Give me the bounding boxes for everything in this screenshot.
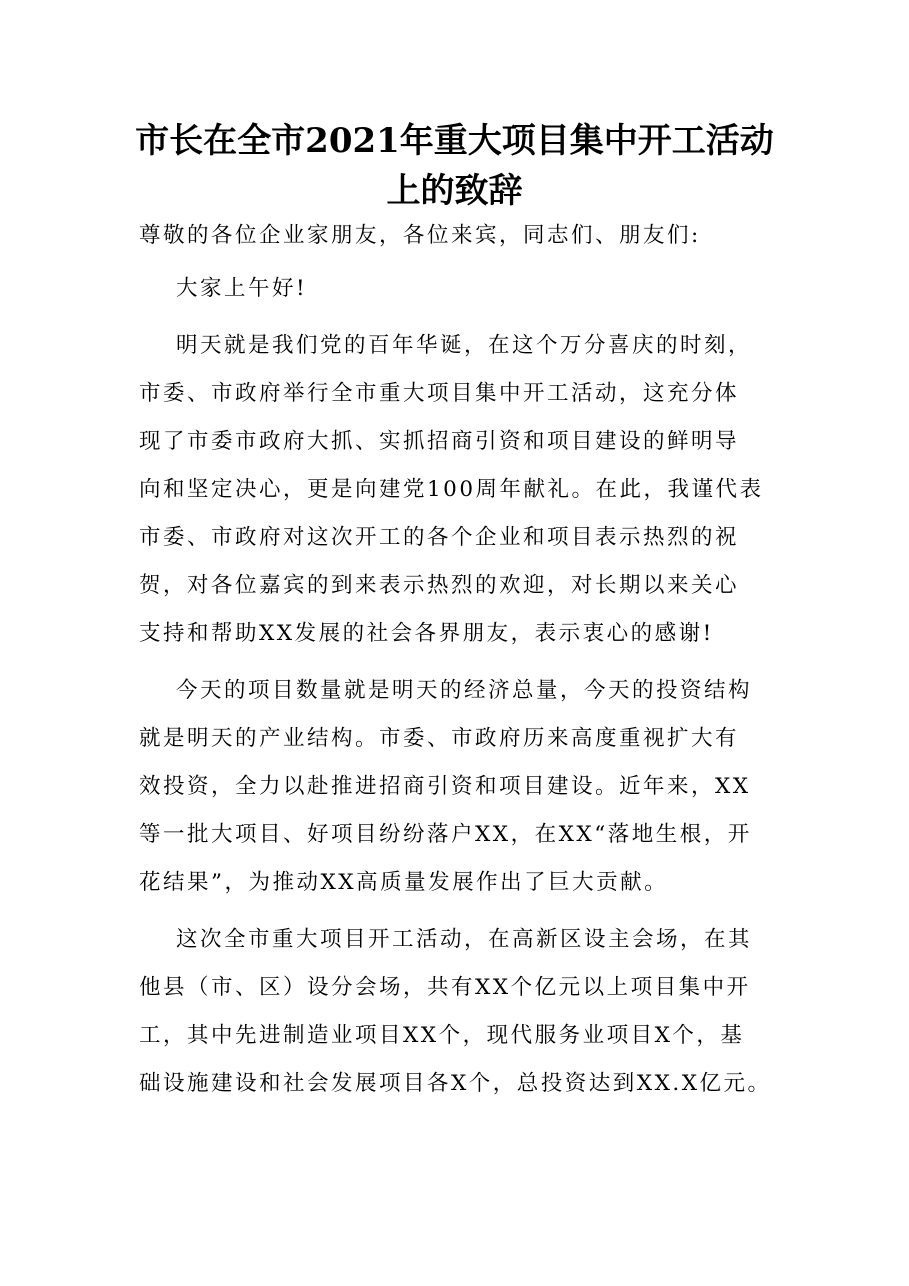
paragraph-line: 支持和帮助XX发展的社会各界朋友，表示衷心的感谢! [139,621,714,646]
paragraph-line: 效投资，全力以赴推进招商引资和项目建设。近年来，XX [139,774,751,799]
greeting: 大家上午好! [176,276,308,301]
paragraph-2 [139,667,779,907]
title-line-2: 上的致辞 [386,171,523,211]
paragraph-line: 贺，对各位嘉宾的到来表示热烈的欢迎，对长期以来关心 [139,573,740,598]
title-line-1: 市长在全市2021年重大项目集中开工活动 [135,121,774,161]
paragraph-line: 这次全市重大项目开工活动，在高新区设主会场，在其 [176,927,753,952]
paragraph-line: 明天就是我们党的百年华诞，在这个万分喜庆的时刻， [176,333,753,358]
paragraph-line: 就是明天的产业结构。市委、市政府历来高度重视扩大有 [139,726,740,751]
salutation: 尊敬的各位企业家朋友，各位来宾，同志们、朋友们: [139,223,701,248]
document-body [139,212,779,1108]
paragraph-line: 今天的项目数量就是明天的经济总量，今天的投资结构 [176,678,753,703]
paragraph-line: 础设施建设和社会发展项目各X个，总投资达到XX.X亿元。 [139,1071,772,1096]
paragraph-1 [139,322,779,658]
paragraph-3 [139,916,779,1108]
paragraph-line: 市委、市政府对这次开工的各个企业和项目表示热烈的祝 [139,525,740,550]
paragraph-line: 花结果”，为推动XX高质量发展作出了巨大贡献。 [139,870,669,895]
paragraph-line: 他县（市、区）设分会场，共有XX个亿元以上项目集中开 [139,975,751,1000]
document-title [0,116,909,216]
paragraph-line: 等一批大项目、好项目纷纷落户XX，在XX“落地生根，开 [139,822,752,847]
paragraph-line: 工，其中先进制造业项目XX个，现代服务业项目X个，基 [139,1023,745,1048]
paragraph-line: 现了市委市政府大抓、实抓招商引资和项目建设的鲜明导 [139,429,740,454]
paragraph-line: 市委、市政府举行全市重大项目集中开工活动，这充分体 [139,381,740,406]
paragraph-line: 向和坚定决心，更是向建党100周年献礼。在此，我谨代表 [139,477,764,502]
